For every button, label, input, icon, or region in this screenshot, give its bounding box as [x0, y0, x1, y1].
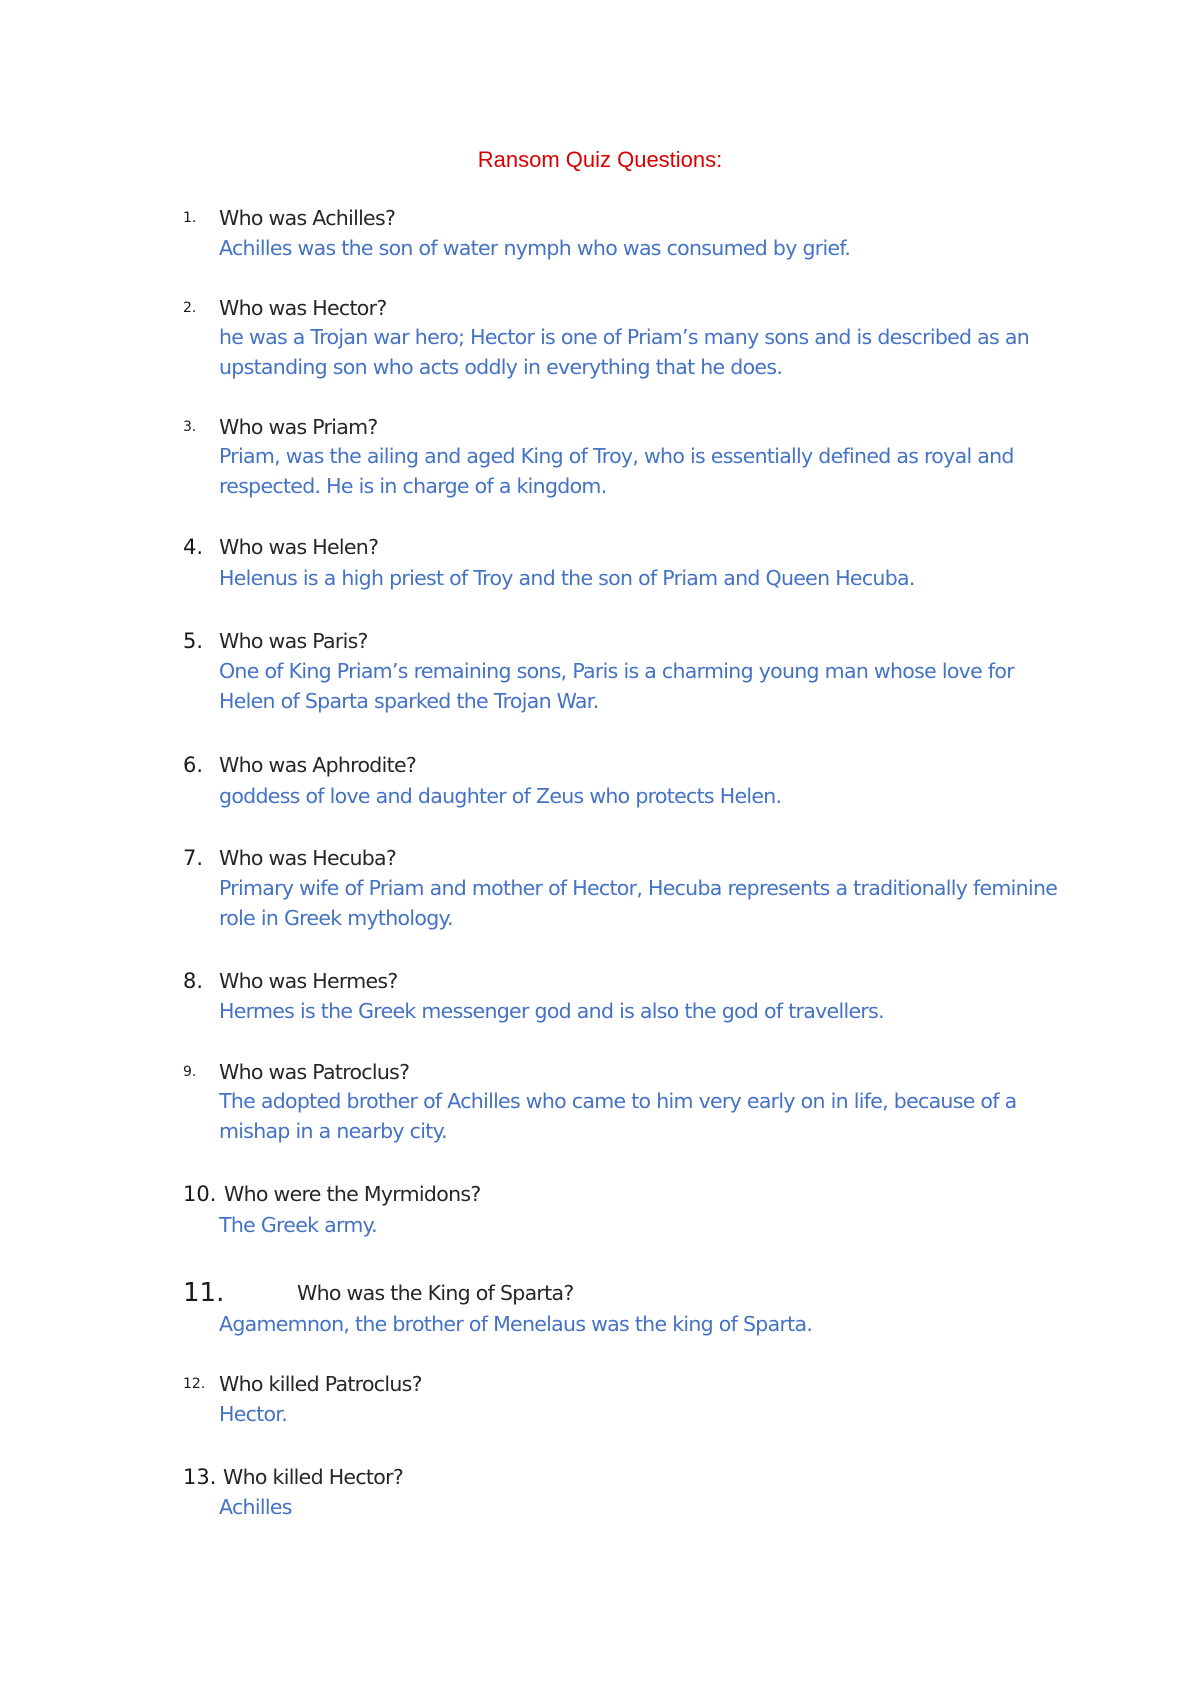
question-number: 9. — [183, 1064, 197, 1080]
answer-text: goddess of love and daughter of Zeus who protects Helen. — [219, 784, 782, 808]
answer-text: One of King Priam’s remaining sons, Paris is a charming young man whose love for Helen of Sparta sparked the Trojan War. — [219, 659, 1014, 713]
question-text: Who was Helen? — [219, 535, 379, 559]
question-text: Who was the King of Sparta? — [297, 1281, 574, 1305]
question-text: Who was Hector? — [219, 296, 387, 320]
answer-text: Primary wife of Priam and mother of Hector, Hecuba represents a traditionally feminine role in Greek mythology. — [219, 876, 1058, 930]
page-title: Ransom Quiz Questions: — [477, 147, 723, 172]
question-number: 10. — [183, 1182, 217, 1206]
answer-text: Helenus is a high priest of Troy and the son of Priam and Queen Hecuba. — [219, 566, 915, 590]
answer-text: The Greek army. — [219, 1213, 377, 1237]
answer-text: Achilles was the son of water nymph who was consumed by grief. — [219, 236, 851, 260]
question-number: 7. — [183, 846, 204, 870]
answer-text: Hector. — [219, 1402, 288, 1426]
answer-text: Agamemnon, the brother of Menelaus was the king of Sparta. — [219, 1312, 813, 1336]
question-number: 5. — [183, 629, 204, 653]
question-text: Who was Aphrodite? — [219, 753, 417, 777]
question-text: Who was Priam? — [219, 415, 378, 439]
question-text: Who were the Myrmidons? — [224, 1182, 481, 1206]
question-text: Who was Achilles? — [219, 206, 396, 230]
answer-text: Priam, was the ailing and aged King of Troy, who is essentially defined as royal and respected. He is in charge of a kingdom. — [219, 444, 1014, 498]
question-number: 4. — [183, 535, 204, 559]
question-text: Who killed Patroclus? — [219, 1372, 422, 1396]
answer-text: Hermes is the Greek messenger god and is also the god of travellers. — [219, 999, 884, 1023]
question-number: 11. — [183, 1278, 225, 1308]
question-text: Who was Patroclus? — [219, 1060, 410, 1084]
question-text: Who was Hermes? — [219, 969, 398, 993]
question-text: Who was Paris? — [219, 629, 368, 653]
question-number: 2. — [183, 300, 197, 316]
question-text: Who was Hecuba? — [219, 846, 397, 870]
question-number: 1. — [183, 210, 197, 226]
question-text: Who killed Hector? — [223, 1465, 404, 1489]
question-number: 12. — [183, 1376, 206, 1392]
question-number: 8. — [183, 969, 204, 993]
question-number: 6. — [183, 753, 204, 777]
answer-text: he was a Trojan war hero; Hector is one of Priam’s many sons and is described as an upstanding son who acts oddly in everything that he does. — [219, 325, 1029, 379]
question-number: 13. — [183, 1465, 217, 1489]
question-number: 3. — [183, 419, 197, 435]
answer-text: The adopted brother of Achilles who came to him very early on in life, because of a mishap in a nearby city. — [219, 1089, 1017, 1143]
answer-text: Achilles — [219, 1495, 292, 1519]
